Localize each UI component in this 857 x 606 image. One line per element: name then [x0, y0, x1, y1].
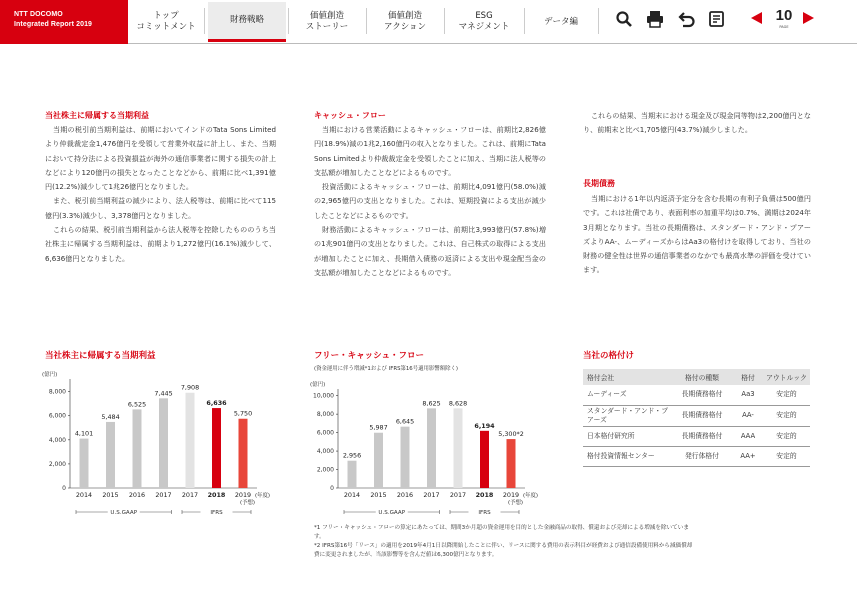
y-tick-label: 10,000	[313, 392, 334, 400]
y-tick-label: 0	[330, 485, 334, 492]
footnote: *1 フリー・キャッシュ・フローの算定にあたっては、期間3か月超の資金運用を目的とした金融商品の取得、償還および売却による増減を除いています。	[314, 525, 689, 540]
paragraph: これらの結果、税引前当期利益から法人税等を控除したもののうち当社株主に帰属する当期利益は、前期より1,272億円(16.1%)減少して、6,636億円となりました。	[45, 225, 276, 263]
brand-name: NTT DOCOMO	[14, 11, 63, 18]
group-label: U.S.GAAP	[110, 510, 138, 516]
cash-flow-text	[314, 123, 546, 280]
data-label: 6,636	[206, 399, 227, 408]
x-tick-note: (予想)	[508, 500, 523, 506]
tab-label-line1: 価値創造	[309, 11, 344, 21]
bar	[507, 439, 516, 488]
y-tick-label: 6,000	[48, 412, 66, 420]
x-tick-label: 2015	[102, 491, 119, 499]
x-tick-label: 2016	[396, 491, 414, 499]
bar	[186, 393, 195, 488]
tab-label-line1: ESG	[475, 11, 493, 21]
x-tick-label: 2015	[370, 491, 387, 499]
x-tick-label: 2018	[207, 491, 226, 499]
data-label: 6,645	[395, 417, 415, 426]
x-tick-label: 2017	[423, 491, 440, 499]
x-tick-label: 2014	[75, 491, 93, 499]
chart-title-free-cash-flow: フリー・キャッシュ・フロー	[314, 351, 424, 361]
bar	[239, 419, 248, 488]
table-cell: 安定的	[763, 405, 810, 426]
data-label: 5,484	[101, 412, 120, 421]
data-label: 4,101	[74, 429, 94, 438]
long-term-debt-text	[583, 192, 811, 278]
table-cell: 安定的	[763, 385, 810, 405]
table-cell: Aa3	[733, 385, 763, 405]
bar	[159, 398, 168, 488]
back-icon[interactable]	[678, 10, 696, 28]
bar	[401, 427, 410, 488]
paragraph: 投資活動によるキャッシュ・フローは、前期比4,091億円(58.0%)減の2,965億円の支出となりました。これは、短期投資による支出が減少したことなどによるものです。	[314, 182, 546, 220]
net-income-text	[45, 123, 276, 266]
x-tick-note: (年度)	[255, 493, 270, 499]
section-heading-net-income: 当社株主に帰属する当期利益	[45, 111, 149, 120]
data-label: 8,628	[448, 399, 468, 408]
table-cell: 安定的	[763, 446, 810, 466]
table-cell: スタンダード・アンド・プアーズ	[583, 405, 671, 426]
x-tick-label: 2017	[449, 491, 467, 499]
table-row	[583, 446, 810, 466]
paragraph: 当期の税引前当期利益は、前期においてインドのTata Sons Limitedより仲裁裁定金1,476億円を受領して営業外収益に計上し、また、当期において持分法による投資損益が海外の通信事業者に関する損失の計上などにより120億円の損失となったことなどから、前期に比べ1,391億円(12.2%)減少して1兆26億円となりました。	[45, 125, 276, 192]
bar	[212, 408, 221, 488]
x-tick-label: 2019	[234, 491, 252, 499]
top-nav	[128, 0, 857, 44]
table-header-row	[583, 369, 810, 385]
chart-subtitle-free-cash-flow: (資金運用に伴う増減*1および IFRS第16号適用影響額除く)	[314, 366, 458, 372]
table-cell: 発行体格付	[671, 446, 733, 466]
x-tick-label: 2019	[502, 491, 520, 499]
tab-value-creation-action[interactable]	[368, 4, 442, 40]
tab-label-line1: 価値創造	[387, 11, 422, 21]
table-cell: 安定的	[763, 426, 810, 446]
bar	[480, 431, 489, 488]
tab-label-line2: アクション	[383, 22, 427, 32]
y-tick-label: 8,000	[48, 388, 66, 396]
footnote: *2 IFRS第16号「リース」の適用を2019年4月1日以降開始したことに伴い、リースに関する費用の表示科目が経費および通信設備使用料から減価償却費に変更されましたが、当該影響等を含んだ値は6,300億円となります。	[314, 543, 693, 558]
next-page-arrow-icon[interactable]	[803, 12, 814, 24]
footnotes	[314, 524, 694, 560]
tab-label-line1: トップ	[153, 11, 179, 21]
x-tick-label: 2018	[475, 491, 494, 499]
data-label: 5,750	[233, 409, 253, 418]
column-header: アウトルック	[763, 369, 810, 385]
y-tick-label: 8,000	[316, 411, 334, 419]
table-cell: 長期債務格付	[671, 405, 733, 426]
bar	[374, 433, 383, 488]
x-tick-note: (年度)	[523, 493, 538, 499]
paragraph: 財務活動によるキャッシュ・フローは、前期比3,993億円(57.8%)増の1兆901億円の支出となりました。これは、自己株式の取得による支出が増加したことに加え、長期借入債務の返済による支出や現金配当金の支払額が増加したことなどによるものです。	[314, 225, 546, 277]
tab-label-line1: 財務戦略	[229, 15, 264, 25]
chart-title-net-income: 当社株主に帰属する当期利益	[45, 351, 156, 361]
tab-label-line2: ストーリー	[305, 22, 349, 32]
y-tick-label: 0	[62, 485, 66, 492]
paragraph: 当期における営業活動によるキャッシュ・フローは、前期比2,826億円(18.9%)減の1兆2,160億円の収入となりました。これは、前期にTata Sons Limitedより仲裁裁定金を受領したことに加え、当期に法人税等の支払額が増加したことなどによるものです。	[314, 125, 546, 177]
ratings-title: 当社の格付け	[583, 351, 635, 361]
table-cell: ムーディーズ	[583, 385, 671, 405]
tab-value-creation-story[interactable]	[290, 4, 364, 40]
bar	[106, 422, 115, 488]
tab-financial-strategy[interactable]	[208, 2, 286, 42]
data-label: 5,987	[369, 423, 388, 432]
notes-icon[interactable]	[708, 10, 726, 28]
data-label: 6,194	[474, 421, 495, 430]
brand-logo[interactable]	[0, 0, 128, 44]
column-header: 格付	[733, 369, 763, 385]
y-tick-label: 4,000	[316, 448, 334, 456]
net-income-bar-chart	[40, 364, 290, 520]
tab-data[interactable]	[526, 4, 596, 40]
cash-equivalents-text	[583, 109, 811, 138]
y-tick-label: 2,000	[48, 460, 66, 468]
table-cell: 格付投資情報センター	[583, 446, 671, 466]
nav-divider	[366, 8, 367, 34]
table-cell: 日本格付研究所	[583, 426, 671, 446]
y-axis-unit-label: (億円)	[42, 372, 58, 378]
data-label: 7,445	[154, 389, 173, 398]
bar	[427, 408, 436, 488]
prev-page-arrow-icon[interactable]	[751, 12, 762, 24]
column-header: 格付会社	[583, 369, 671, 385]
column-header: 格付の種類	[671, 369, 733, 385]
table-cell: AA-	[733, 405, 763, 426]
table-row	[583, 426, 810, 446]
brand-report-title: Integrated Report 2019	[14, 21, 93, 28]
data-label: 8,625	[422, 399, 441, 408]
table-cell: AA+	[733, 446, 763, 466]
table-cell: AAA	[733, 426, 763, 446]
tab-top-commitment[interactable]	[130, 4, 202, 40]
y-tick-label: 4,000	[48, 436, 66, 444]
table-cell: 長期債務格付	[671, 385, 733, 405]
group-label: IFRS	[210, 510, 223, 516]
paragraph: 当期における1年以内返済予定分を含む長期の有利子負債は500億円です。これは社債であり、表面利率の加重平均は0.7%、満期は2024年3月期となります。当社の長期債務は、スタンダード・アンド・プアーズよりAA-、ムーディーズからはAa3の格付けを取得しており、当社の財務の健全性は世界の通信事業者のなかでも最高水準の評価を受けています。	[583, 194, 811, 275]
y-tick-label: 2,000	[316, 466, 334, 474]
ratings-table	[583, 369, 810, 467]
paragraph: また、税引前当期利益の減少により、法人税等は、前期に比べて115億円(3.3%)減少し、3,378億円となりました。	[45, 196, 276, 220]
free-cash-flow-bar-chart	[308, 374, 558, 520]
bar	[348, 461, 357, 488]
nav-divider	[524, 8, 525, 34]
table-cell: 長期債務格付	[671, 426, 733, 446]
group-label: IFRS	[478, 510, 491, 516]
x-tick-label: 2017	[181, 491, 199, 499]
section-heading-cash-flow: キャッシュ・フロー	[314, 111, 386, 120]
data-label: 5,300*2	[498, 430, 524, 439]
tab-label-line2: コミットメント	[136, 22, 196, 32]
table-row	[583, 405, 810, 426]
bar	[80, 439, 89, 488]
data-label: 6,525	[127, 400, 147, 409]
x-tick-label: 2014	[343, 491, 361, 499]
bar	[133, 409, 142, 488]
nav-divider	[288, 8, 289, 34]
data-label: 7,908	[180, 383, 200, 392]
nav-divider	[444, 8, 445, 34]
tab-label-line1: データ編	[543, 16, 578, 27]
print-icon[interactable]	[646, 10, 664, 28]
page-number: 10	[775, 7, 793, 24]
table-row	[583, 385, 810, 405]
x-tick-note: (予想)	[240, 500, 255, 506]
group-label: U.S.GAAP	[378, 510, 406, 516]
nav-divider	[204, 8, 205, 34]
search-icon[interactable]	[615, 10, 633, 28]
tab-label-line2: マネジメント	[458, 22, 510, 32]
page-label: PAGE	[779, 25, 789, 29]
paragraph: これらの結果、当期末における現金及び現金同等物は2,200億円となり、前期末と比べ1,705億円(43.7%)減少しました。	[583, 111, 811, 135]
section-heading-long-term-debt: 長期債務	[583, 179, 615, 188]
y-tick-label: 6,000	[316, 429, 334, 437]
x-tick-label: 2016	[128, 491, 146, 499]
data-label: 2,956	[342, 451, 362, 460]
tab-esg-management[interactable]	[446, 4, 522, 40]
y-axis-unit-label: (億円)	[310, 382, 326, 388]
bar	[454, 408, 463, 488]
x-tick-label: 2017	[155, 491, 172, 499]
nav-divider	[598, 8, 599, 34]
